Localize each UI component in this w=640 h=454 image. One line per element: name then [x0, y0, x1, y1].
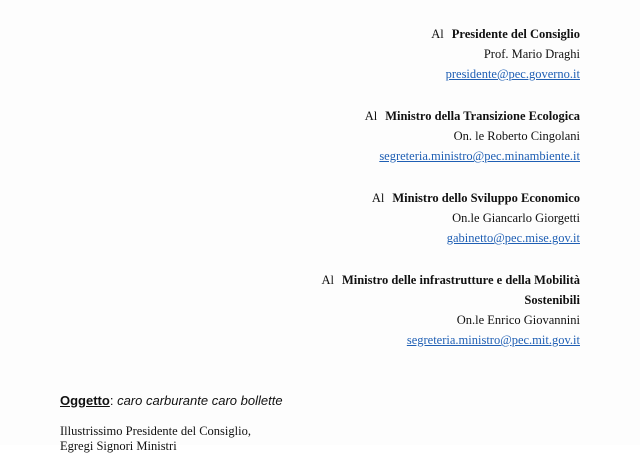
recipient-heading	[200, 270, 580, 290]
recipient-prefix: Al	[371, 191, 385, 205]
recipient-heading	[200, 188, 580, 208]
recipient-name: On.le Enrico Giovannini	[456, 313, 580, 327]
subject-line	[60, 393, 283, 408]
recipient-prefix: Al	[364, 109, 378, 123]
recipient-prefix: Al	[321, 273, 334, 287]
recipient-email-link[interactable]: presidente@pec.governo.it	[445, 67, 580, 81]
recipient-heading	[200, 106, 580, 126]
recipient-president	[200, 24, 580, 84]
recipient-infrastructure	[200, 270, 580, 350]
recipient-economic-development	[200, 188, 580, 248]
recipient-title: Presidente del Consiglio	[451, 27, 580, 41]
recipient-heading	[200, 24, 580, 44]
salutation-line-2: Egregi Signori Ministri	[60, 439, 177, 453]
recipient-name: On.le Giancarlo Giorgetti	[452, 211, 580, 225]
subject-label: Oggetto	[60, 393, 110, 408]
recipient-name: On. le Roberto Cingolani	[453, 129, 580, 143]
subject-separator: :	[109, 393, 118, 408]
salutation-line-1: Illustrissimo Presidente del Consiglio,	[60, 424, 251, 438]
recipient-title: Ministro dello Sviluppo Economico	[392, 191, 580, 205]
recipient-email-link[interactable]: segreteria.ministro@pec.minambiente.it	[379, 149, 580, 163]
recipient-name: Prof. Mario Draghi	[483, 47, 580, 61]
subject-text: caro carburante caro bollette	[117, 393, 283, 408]
recipients-block	[200, 24, 580, 350]
recipient-email-link[interactable]: segreteria.ministro@pec.mit.gov.it	[406, 333, 580, 347]
recipient-prefix: Al	[431, 27, 444, 41]
recipient-email-link[interactable]: gabinetto@pec.mise.gov.it	[446, 231, 580, 245]
salutation	[60, 424, 251, 454]
recipient-ecological-transition	[200, 106, 580, 166]
recipient-title: Ministro della Transizione Ecologica	[385, 109, 580, 123]
recipient-title: Ministro delle infrastrutture e della Mobilità	[341, 273, 580, 287]
recipient-title-continued: Sostenibili	[524, 293, 580, 307]
